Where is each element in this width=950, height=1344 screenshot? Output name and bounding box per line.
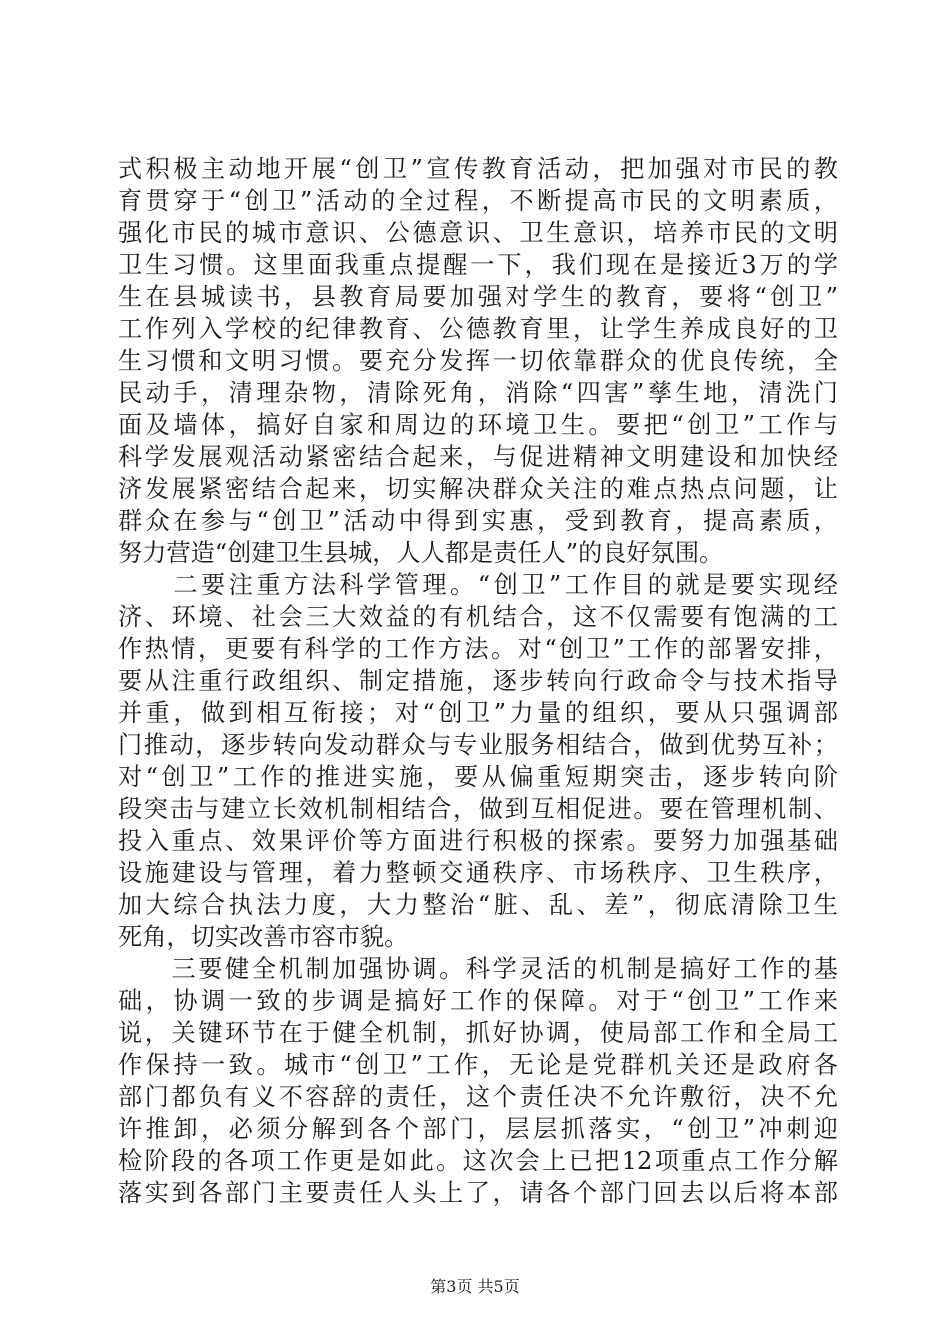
text-line: 检阶段的各项工作更是如此。这次会上已把12项重点工作分解 xyxy=(118,1147,838,1175)
text-line: 许推卸，必须分解到各个部门，层层抓落实，“创卫”冲刺迎 xyxy=(118,1115,838,1143)
text-line: 要从注重行政组织、制定措施，逐步转向行政命令与技术指导 xyxy=(118,667,838,695)
page-footer: 第3页 共5页 xyxy=(430,1277,520,1296)
text-line: 民动手，清理杂物，清除死角，消除“四害”孳生地，清洗门 xyxy=(118,379,838,407)
text-line: 础，协调一致的步调是搞好工作的保障。对于“创卫”工作来 xyxy=(118,987,838,1015)
text-line: 生习惯和文明习惯。要充分发挥一切依靠群众的优良传统，全 xyxy=(118,347,838,375)
text-line: 科学发展观活动紧密结合起来，与促进精神文明建设和加快经 xyxy=(118,443,838,471)
text-line: 面及墙体，搞好自家和周边的环境卫生。要把“创卫”工作与 xyxy=(118,411,838,439)
text-line: 死角，切实改善市容市貌。 xyxy=(118,923,409,951)
text-line: 济、环境、社会三大效益的有机结合，这不仅需要有饱满的工 xyxy=(118,603,838,631)
text-line: 二要注重方法科学管理。“创卫”工作目的就是要实现经 xyxy=(118,571,838,599)
text-line: 说，关键环节在于健全机制，抓好协调，使局部工作和全局工 xyxy=(118,1019,838,1047)
text-line: 部门都负有义不容辞的责任，这个责任决不允许敷衍，决不允 xyxy=(118,1083,838,1111)
text-line: 并重，做到相互衔接；对“创卫”力量的组织，要从只强调部 xyxy=(118,699,838,727)
text-line: 作热情，更要有科学的工作方法。对“创卫”工作的部署安排， xyxy=(118,635,838,663)
text-line: 落实到各部门主要责任人头上了，请各个部门回去以后将本部 xyxy=(118,1179,838,1207)
text-line: 设施建设与管理，着力整顿交通秩序、市场秩序、卫生秩序， xyxy=(118,859,838,887)
text-line: 育贯穿于“创卫”活动的全过程，不断提高市民的文明素质， xyxy=(118,187,838,215)
text-line: 三要健全机制加强协调。科学灵活的机制是搞好工作的基 xyxy=(118,955,838,983)
text-line: 作保持一致。城市“创卫”工作，无论是党群机关还是政府各 xyxy=(118,1051,838,1079)
text-line: 门推动，逐步转向发动群众与专业服务相结合，做到优势互补； xyxy=(118,731,838,759)
text-line: 努力营造“创建卫生县城，人人都是责任人”的良好氛围。 xyxy=(118,539,724,567)
body-text xyxy=(118,153,838,1209)
text-line: 生在县城读书，县教育局要加强对学生的教育，要将“创卫” xyxy=(118,283,838,311)
text-line: 群众在参与“创卫”活动中得到实惠，受到教育，提高素质， xyxy=(118,507,838,535)
text-line: 对“创卫”工作的推进实施，要从偏重短期突击，逐步转向阶 xyxy=(118,763,838,791)
text-line: 卫生习惯。这里面我重点提醒一下，我们现在是接近3万的学 xyxy=(118,251,838,279)
text-line: 强化市民的城市意识、公德意识、卫生意识，培养市民的文明 xyxy=(118,219,838,247)
text-line: 加大综合执法力度，大力整治“脏、乱、差”，彻底清除卫生 xyxy=(118,891,838,919)
text-line: 工作列入学校的纪律教育、公德教育里，让学生养成良好的卫 xyxy=(118,315,838,343)
text-line: 投入重点、效果评价等方面进行积极的探索。要努力加强基础 xyxy=(118,827,838,855)
text-line: 段突击与建立长效机制相结合，做到互相促进。要在管理机制、 xyxy=(118,795,838,823)
text-line: 式积极主动地开展“创卫”宣传教育活动，把加强对市民的教 xyxy=(118,155,838,183)
text-line: 济发展紧密结合起来，切实解决群众关注的难点热点问题，让 xyxy=(118,475,838,503)
